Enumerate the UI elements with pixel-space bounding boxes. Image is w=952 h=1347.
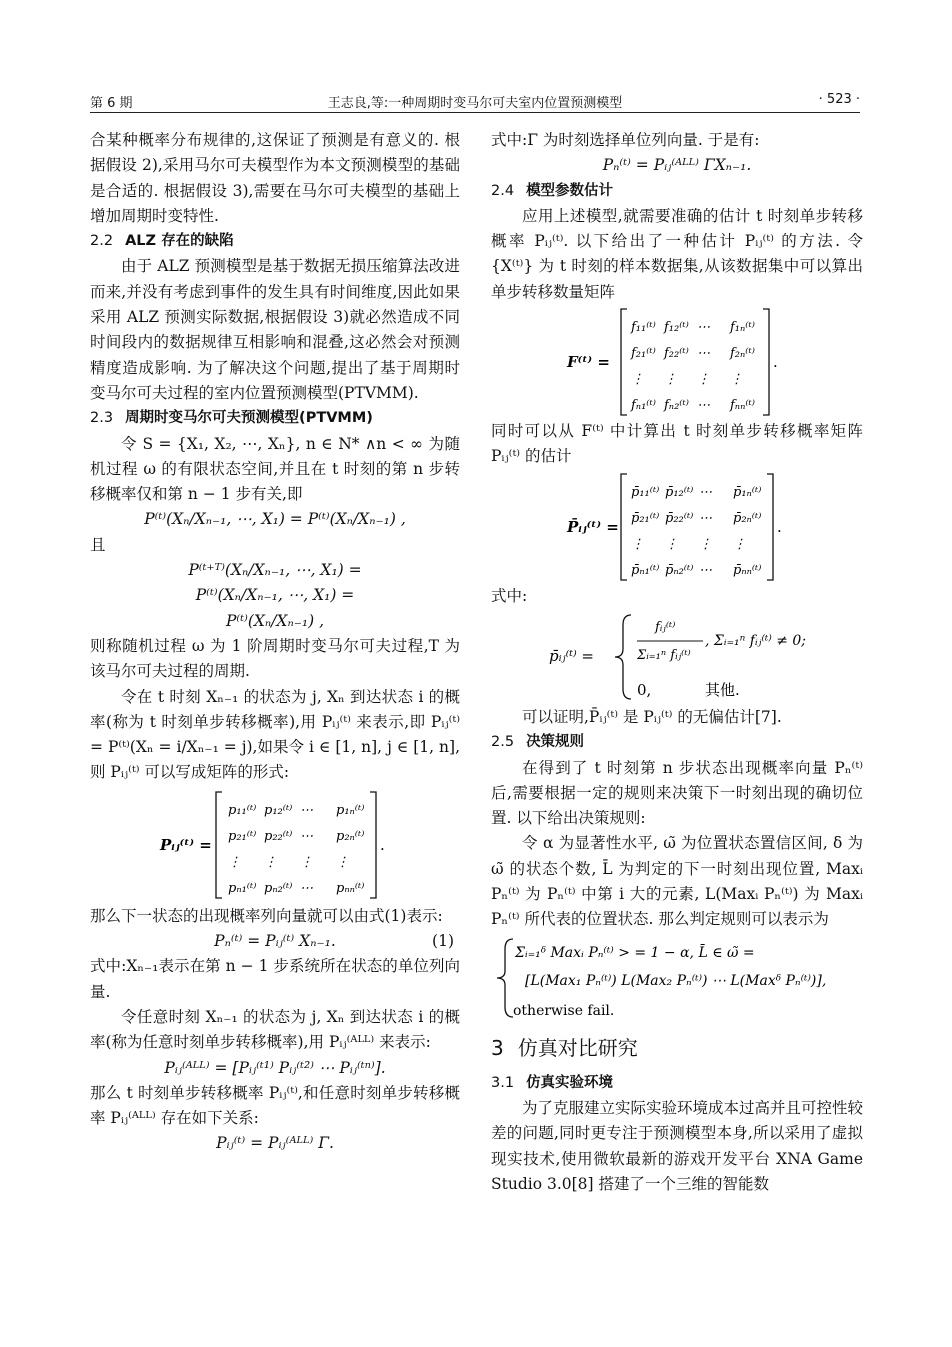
- section-heading-2-3: [90, 406, 460, 431]
- matrix-cell: ⋮: [631, 372, 644, 388]
- matrix-cell: ⋯: [697, 398, 710, 414]
- case2-condition: 其他.: [705, 680, 740, 699]
- matrix-cell: pₙₙ⁽ᵗ⁾: [336, 880, 365, 896]
- matrix-cell: ⋯: [300, 802, 313, 818]
- section-heading-3-1: [491, 1071, 863, 1096]
- matrix-cell: ⋮: [631, 536, 644, 552]
- matrix-cell: p̄₂₂⁽ᵗ⁾: [665, 510, 694, 526]
- matrix-cell: ⋮: [228, 854, 241, 870]
- equation-periodic-3: P⁽ᵗ⁾(Xₙ/Xₙ₋₁) ,: [225, 611, 325, 630]
- matrix-p-hat: [491, 470, 863, 584]
- matrix-cell: ⋯: [300, 880, 313, 896]
- section-number: 3: [491, 1035, 504, 1060]
- paragraph: 令在 t 时刻 Xₙ₋₁ 的状态为 j, Xₙ 到达状态 i 的概率(称为 t 时刻单步转移概率),用 Pᵢⱼ⁽ᵗ⁾ 来表示,即 Pᵢⱼ⁽ᵗ⁾ = P⁽ᵗ⁾(Xₙ = i/Xₙ₋₁ = j),如果令 i ∈ [1, n], j ∈ [1, n],则 Pᵢⱼ⁽ᵗ⁾ 可以写成矩阵的形式:: [90, 687, 460, 782]
- matrix-cell: ⋯: [697, 346, 710, 362]
- rule-line-3: otherwise fail.: [513, 1002, 615, 1019]
- section-title: ALZ 存在的缺陷: [125, 233, 234, 250]
- section-title: 仿真实验环境: [526, 1074, 614, 1091]
- matrix-p: [90, 786, 460, 904]
- matrix-cell: p̄₁₁⁽ᵗ⁾: [631, 484, 660, 500]
- matrix-cell: p̄₁ₙ⁽ᵗ⁾: [733, 484, 762, 500]
- svg-text:.: .: [773, 353, 778, 372]
- matrix-cell: p̄₂₁⁽ᵗ⁾: [631, 510, 660, 526]
- fraction-numerator: fᵢⱼ⁽ᵗ⁾: [655, 619, 676, 635]
- paragraph: 则称随机过程 ω 为 1 阶周期时变马尔可夫过程,T 为该马尔可夫过程的周期.: [90, 636, 460, 681]
- equation-markov-property: P⁽ᵗ⁾(Xₙ/Xₙ₋₁, ⋯, X₁) = P⁽ᵗ⁾(Xₙ/Xₙ₋₁) ,: [144, 510, 406, 529]
- case-label: p̄ᵢⱼ⁽ᵗ⁾ =: [549, 646, 594, 665]
- svg-text:.: .: [777, 517, 782, 536]
- matrix-cell: p̄₂ₙ⁽ᵗ⁾: [733, 510, 762, 526]
- matrix-cell: ⋯: [699, 484, 712, 500]
- matrix-cell: ⋮: [300, 854, 313, 870]
- matrix-p-svg: [90, 786, 460, 904]
- equation-gamma: Pᵢⱼ⁽ᵗ⁾ = Pᵢⱼ⁽ᴬᴸᴸ⁾ Γ.: [216, 1134, 334, 1153]
- matrix-cell: f₂ₙ⁽ᵗ⁾: [730, 346, 755, 362]
- matrix-cell: p₂₁⁽ᵗ⁾: [228, 828, 257, 844]
- section-heading-2-5: [491, 730, 863, 755]
- matrix-cell: fₙ₂⁽ᵗ⁾: [664, 398, 689, 414]
- equation-decision-rule: [491, 933, 863, 1023]
- matrix-cell: p̄₁₂⁽ᵗ⁾: [665, 484, 694, 500]
- issue-number: 第 6 期: [90, 96, 133, 111]
- running-header: [90, 88, 860, 113]
- paragraph: 令 α 为显著性水平, ω̃ 为位置状态置信区间, δ 为 ω̃ 的状态个数, L̄ 为判定的下一时刻出现位置, Maxᵢ Pₙ⁽ᵗ⁾ 为 Pₙ⁽ᵗ⁾ 中第 i 大的元素, L(Maxᵢ Pₙ⁽ᵗ⁾) 为 Maxᵢ Pₙ⁽ᵗ⁾ 所代表的位置状态. 那么判定规则可以表示为: [491, 834, 863, 929]
- matrix-cell: p̄ₙ₂⁽ᵗ⁾: [665, 562, 694, 578]
- paragraph: 那么 t 时刻单步转移概率 Pᵢⱼ⁽ᵗ⁾,和任意时刻单步转移概率 Pᵢⱼ⁽ᴬᴸᴸ⁾ 存在如下关系:: [90, 1083, 460, 1128]
- matrix-cell: p₂ₙ⁽ᵗ⁾: [336, 828, 365, 844]
- cases-svg: [491, 609, 863, 705]
- paragraph: 为了克服建立实际实验环境成本过高并且可控性较差的问题,同时更专注于预测模型本身,所以采用了虚拟现实技术,使用微软最新的游戏开发平台 XNA Game Studio 3.0[8] 搭建了一个三维的智能数: [491, 1098, 864, 1193]
- matrix-cell: ⋮: [733, 536, 746, 552]
- matrix-cell: ⋯: [697, 320, 710, 336]
- section-title: 仿真对比研究: [517, 1035, 638, 1060]
- case1-condition: , Σᵢ₌₁ⁿ fᵢⱼ⁽ᵗ⁾ ≠ 0;: [705, 632, 807, 649]
- equation-prediction: Pₙ⁽ᵗ⁾ = Pᵢⱼ⁽ᴬᴸᴸ⁾ ΓXₙ₋₁.: [602, 156, 752, 175]
- matrix-label: P̄ᵢⱼ⁽ᵗ⁾ =: [567, 517, 619, 536]
- equation-periodic-2: P⁽ᵗ⁾(Xₙ/Xₙ₋₁, ⋯, X₁) =: [195, 586, 355, 605]
- matrix-cell: p₁₂⁽ᵗ⁾: [264, 802, 293, 818]
- matrix-cell: p₂₂⁽ᵗ⁾: [264, 828, 293, 844]
- page-number: · 523 ·: [818, 92, 860, 107]
- paragraph: 式中:Xₙ₋₁表示在第 n − 1 步系统所在状态的单位列向量.: [90, 957, 460, 1001]
- fraction-denominator: Σᵢ₌₁ⁿ fᵢⱼ⁽ᵗ⁾: [637, 647, 691, 663]
- matrix-f-svg: [491, 305, 863, 419]
- paragraph: 应用上述模型,就需要准确的估计 t 时刻单步转移概率 Pᵢⱼ⁽ᵗ⁾. 以下给出了一种估计 Pᵢⱼ⁽ᵗ⁾ 的方法. 令 {X⁽ᵗ⁾} 为 t 时刻的样本数据集,从该数据集中可以算出单步转移数量矩阵: [491, 206, 863, 301]
- matrix-cell: ⋯: [699, 510, 712, 526]
- section-title: 模型参数估计: [526, 182, 614, 199]
- equation-1: [90, 929, 460, 954]
- paragraph: 同时可以从 F⁽ᵗ⁾ 中计算出 t 时刻单步转移概率矩阵 Pᵢⱼ⁽ᵗ⁾ 的估计: [491, 422, 863, 466]
- equation-number: (1): [432, 932, 454, 951]
- paragraph: 令任意时刻 Xₙ₋₁ 的状态为 j, Xₙ 到达状态 i 的概率(称为任意时刻单步转移概率),用 Pᵢⱼ⁽ᴬᴸᴸ⁾ 来表示:: [90, 1007, 460, 1052]
- section-heading-2-2: [90, 229, 460, 254]
- section-number: 2.2: [90, 233, 114, 250]
- matrix-cell: fₙₙ⁽ᵗ⁾: [730, 398, 755, 414]
- matrix-cell: ⋯: [300, 828, 313, 844]
- matrix-cell: ⋮: [665, 536, 678, 552]
- rule-line-1: Σᵢ₌₁ᵟ Maxᵢ Pₙ⁽ᵗ⁾ > = 1 − α, L̄ ∈ ω̃ =: [515, 944, 755, 961]
- equation-body: Pₙ⁽ᵗ⁾ = Pᵢⱼ⁽ᵗ⁾ Xₙ₋₁.: [214, 932, 336, 951]
- running-title: 王志良,等:一种周期时变马尔可夫室内位置预测模型: [327, 96, 623, 111]
- matrix-cell: f₂₂⁽ᵗ⁾: [664, 346, 689, 362]
- paragraph: 式中:Γ 为时刻选择单位列向量. 于是有:: [491, 131, 760, 149]
- section-number: 3.1: [491, 1074, 515, 1091]
- matrix-cell: ⋮: [264, 854, 277, 870]
- rule-svg: [491, 933, 863, 1023]
- matrix-cell: fₙ₁⁽ᵗ⁾: [631, 398, 656, 414]
- matrix-cell: p₁ₙ⁽ᵗ⁾: [336, 802, 365, 818]
- section-title: 周期时变马尔可夫预测模型(PTVMM): [125, 410, 373, 427]
- matrix-cell: ⋮: [697, 372, 710, 388]
- paragraph: 可以证明,P̄ᵢⱼ⁽ᵗ⁾ 是 Pᵢⱼ⁽ᵗ⁾ 的无偏估计[7].: [522, 707, 782, 726]
- matrix-cell: ⋮: [730, 372, 743, 388]
- matrix-cell: p̄ₙ₁⁽ᵗ⁾: [631, 562, 660, 578]
- matrix-cell: ⋮: [336, 854, 349, 870]
- paragraph: 式中:: [491, 586, 528, 605]
- section-heading-3: [491, 1033, 863, 1063]
- section-title: 决策规则: [526, 734, 585, 751]
- paragraph: 合某种概率分布规律的,这保证了预测是有意义的. 根据假设 2),采用马尔可夫模型作为本文预测模型的基础是合适的. 根据假设 3),需要在马尔可夫模型的基础上增加周期时变特性.: [90, 131, 460, 225]
- equation-periodic-1: P⁽ᵗ⁺ᵀ⁾(Xₙ/Xₙ₋₁, ⋯, X₁) =: [188, 561, 362, 580]
- matrix-cell: ⋯: [699, 562, 712, 578]
- case2-value: 0,: [637, 680, 652, 699]
- left-column: [90, 128, 460, 1157]
- section-number: 2.4: [491, 182, 515, 199]
- equation-estimator-cases: [491, 609, 863, 705]
- section-heading-2-4: [491, 179, 863, 204]
- paragraph: 那么下一状态的出现概率列向量就可以由式(1)表示:: [90, 906, 443, 925]
- right-column: [491, 128, 863, 1197]
- matrix-p-hat-svg: [491, 470, 863, 584]
- matrix-cell: p̄ₙₙ⁽ᵗ⁾: [733, 562, 762, 578]
- matrix-label: F⁽ᵗ⁾ =: [567, 353, 610, 372]
- matrix-cell: ⋮: [699, 536, 712, 552]
- rule-line-2: [L(Max₁ Pₙ⁽ᵗ⁾) L(Max₂ Pₙ⁽ᵗ⁾) ⋯ L(Maxᵟ Pₙ⁽ᵗ⁾)],: [525, 972, 827, 989]
- paragraph: 令 S = {X₁, X₂, ⋯, Xₙ}, n ∈ N* ∧n < ∞ 为随机过程 ω 的有限状态空间,并且在 t 时刻的第 n 步转移概率仅和第 n − 1 步有关,即: [90, 434, 460, 504]
- section-number: 2.3: [90, 410, 114, 427]
- matrix-cell: f₁ₙ⁽ᵗ⁾: [730, 320, 755, 336]
- matrix-cell: f₂₁⁽ᵗ⁾: [631, 346, 656, 362]
- paragraph: 在得到了 t 时刻第 n 步状态出现概率向量 Pₙ⁽ᵗ⁾ 后,需要根据一定的规则来决策下一时刻出现的确切位置. 以下给出决策规则:: [491, 758, 863, 828]
- matrix-f: [491, 305, 863, 419]
- matrix-cell: p₁₁⁽ᵗ⁾: [228, 802, 257, 818]
- equation-all-time: Pᵢⱼ⁽ᴬᴸᴸ⁾ = [Pᵢⱼ⁽ᵗ¹⁾ Pᵢⱼ⁽ᵗ²⁾ ⋯ Pᵢⱼ⁽ᵗⁿ⁾].: [164, 1058, 386, 1077]
- svg-text:.: .: [380, 835, 385, 854]
- matrix-cell: pₙ₂⁽ᵗ⁾: [264, 880, 293, 896]
- matrix-cell: f₁₁⁽ᵗ⁾: [631, 320, 656, 336]
- matrix-cell: f₁₂⁽ᵗ⁾: [664, 320, 689, 336]
- matrix-label: Pᵢⱼ⁽ᵗ⁾ =: [160, 835, 212, 854]
- matrix-cell: ⋮: [664, 372, 677, 388]
- paragraph: 且: [90, 535, 106, 554]
- matrix-cell: pₙ₁⁽ᵗ⁾: [228, 880, 257, 896]
- paragraph: 由于 ALZ 预测模型是基于数据无损压缩算法改进而来,并没有考虑到事件的发生具有时间维度,因此如果采用 ALZ 预测实际数据,根据假设 3)就必然造成不同时间段内的数据规律互相影响和混叠,这必然会对预测精度造成影响. 为了解决这个问题,提出了基于周期时变马尔可夫过程的室内位置预测模型(PTVMM).: [90, 257, 460, 402]
- section-number: 2.5: [491, 734, 515, 751]
